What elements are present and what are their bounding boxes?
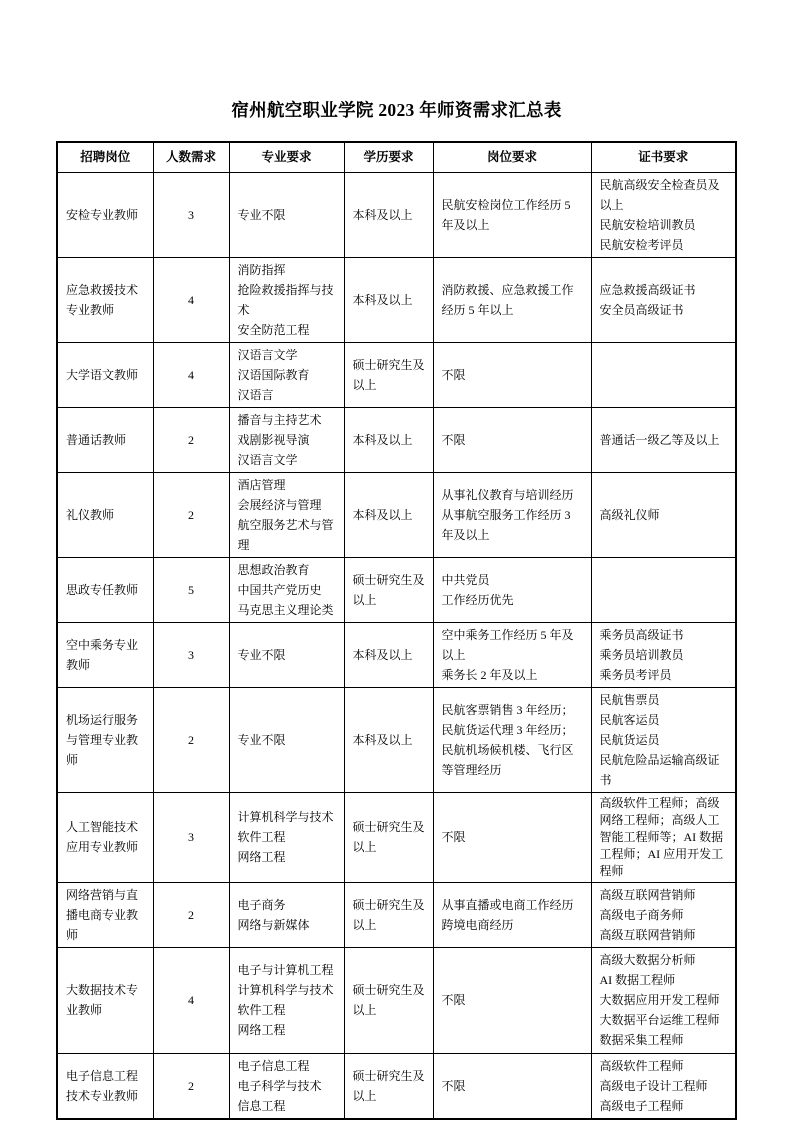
table-row xyxy=(57,342,736,407)
cell-line: 不限 xyxy=(441,432,466,447)
cell-line: 从事礼仪教育与培训经历 xyxy=(441,487,574,502)
cell-position: 大数据技术专业教师 xyxy=(57,947,153,1053)
table-row xyxy=(57,622,736,687)
cell-line: AI 数据工程师 xyxy=(599,973,676,987)
cell-count: 2 xyxy=(153,472,229,557)
cell-position: 空中乘务专业教师 xyxy=(57,622,153,687)
cell-position: 思政专任教师 xyxy=(57,557,153,622)
table-row xyxy=(57,472,736,557)
cell-requirements xyxy=(433,257,591,342)
cell-majors xyxy=(229,687,344,792)
cell-line: 消防指挥 xyxy=(237,262,286,277)
cell-education: 本科及以上 xyxy=(344,687,433,792)
cell-line: 航空服务艺术与管理 xyxy=(237,517,334,552)
header-row xyxy=(57,142,736,172)
cell-line: 从事直播或电商工作经历 xyxy=(441,897,574,912)
cell-line: 不限 xyxy=(441,830,466,844)
cell-line: 电子信息工程 xyxy=(237,1058,310,1073)
table-row xyxy=(57,407,736,472)
cell-requirements xyxy=(433,407,591,472)
table-body xyxy=(57,172,736,1119)
cell-requirements xyxy=(433,882,591,947)
cell-line: 计算机科学与技术 xyxy=(237,983,334,997)
col-header-position: 招聘岗位 xyxy=(57,142,153,172)
cell-line: 高级电子工程师 xyxy=(599,1098,684,1113)
cell-certificates xyxy=(591,947,736,1053)
col-header-certificates: 证书要求 xyxy=(591,142,736,172)
cell-education: 本科及以上 xyxy=(344,407,433,472)
cell-line: 安全防范工程 xyxy=(237,322,310,337)
cell-position: 普通话教师 xyxy=(57,407,153,472)
cell-line: 高级互联网营销师 xyxy=(599,887,696,902)
cell-education: 硕士研究生及以上 xyxy=(344,1053,433,1119)
col-header-count: 人数需求 xyxy=(153,142,229,172)
cell-line: 抢险救援指挥与技术 xyxy=(237,282,334,317)
cell-requirements xyxy=(433,472,591,557)
col-header-requirements: 岗位要求 xyxy=(433,142,591,172)
cell-line: 应急救援高级证书 xyxy=(599,282,696,297)
cell-line: 大数据应用开发工程师 xyxy=(599,993,720,1007)
cell-line: 汉语言 xyxy=(237,387,274,402)
cell-line: 民航安检考评员 xyxy=(599,237,684,252)
cell-line: 酒店管理 xyxy=(237,477,286,492)
cell-line: 汉语国际教育 xyxy=(237,367,310,382)
table-row xyxy=(57,557,736,622)
cell-line: 消防救援、应急救援工作经历 5 年以上 xyxy=(441,282,574,317)
cell-line: 跨境电商经历 xyxy=(441,917,514,932)
table-row xyxy=(57,882,736,947)
cell-position: 人工智能技术应用专业教师 xyxy=(57,792,153,882)
table-row xyxy=(57,1053,736,1119)
cell-line: 汉语言文学 xyxy=(237,347,298,362)
cell-certificates xyxy=(591,687,736,792)
cell-education: 硕士研究生及以上 xyxy=(344,342,433,407)
table-row xyxy=(57,172,736,257)
cell-line: 专业不限 xyxy=(237,647,286,662)
cell-line: 民航客票销售 3 年经历； xyxy=(441,702,574,717)
cell-majors xyxy=(229,792,344,882)
recruitment-table xyxy=(56,141,737,1120)
cell-requirements xyxy=(433,342,591,407)
cell-line: 高级软件工程师 xyxy=(599,1058,684,1073)
cell-requirements xyxy=(433,687,591,792)
cell-education: 硕士研究生及以上 xyxy=(344,882,433,947)
cell-line: 电子商务 xyxy=(237,897,286,912)
cell-requirements xyxy=(433,172,591,257)
cell-count: 2 xyxy=(153,407,229,472)
cell-line: 思想政治教育 xyxy=(237,562,310,577)
cell-line: 乘务长 2 年及以上 xyxy=(441,667,538,682)
cell-majors xyxy=(229,557,344,622)
cell-line: 中共党员 xyxy=(441,572,490,587)
cell-line: 乘务员考评员 xyxy=(599,667,672,682)
cell-line: 民航高级安全检查员及以上 xyxy=(599,177,720,212)
cell-position: 应急救援技术专业教师 xyxy=(57,257,153,342)
cell-line: 计算机科学与技术 xyxy=(237,810,334,824)
cell-line: 高级互联网营销师 xyxy=(599,927,696,942)
cell-requirements xyxy=(433,557,591,622)
cell-requirements xyxy=(433,1053,591,1119)
cell-majors xyxy=(229,342,344,407)
cell-majors xyxy=(229,947,344,1053)
cell-line: 播音与主持艺术 xyxy=(237,412,322,427)
cell-line: 民航售票员 xyxy=(599,692,660,707)
cell-line: 专业不限 xyxy=(237,207,286,222)
cell-education: 硕士研究生及以上 xyxy=(344,947,433,1053)
cell-count: 4 xyxy=(153,342,229,407)
cell-count: 2 xyxy=(153,687,229,792)
cell-certificates xyxy=(591,257,736,342)
cell-line: 不限 xyxy=(441,1078,466,1093)
cell-count: 3 xyxy=(153,172,229,257)
cell-position: 大学语文教师 xyxy=(57,342,153,407)
cell-certificates xyxy=(591,472,736,557)
cell-line: 从事航空服务工作经历 3 年及以上 xyxy=(441,507,571,542)
cell-count: 4 xyxy=(153,947,229,1053)
cell-count: 2 xyxy=(153,882,229,947)
cell-line: 专业不限 xyxy=(237,732,286,747)
cell-count: 5 xyxy=(153,557,229,622)
cell-line: 汉语言文学 xyxy=(237,452,298,467)
cell-line: 民航安检培训教员 xyxy=(599,217,696,232)
table-row xyxy=(57,687,736,792)
table-row xyxy=(57,947,736,1053)
cell-count: 2 xyxy=(153,1053,229,1119)
cell-line: 不限 xyxy=(441,367,466,382)
cell-education: 本科及以上 xyxy=(344,172,433,257)
cell-majors xyxy=(229,882,344,947)
cell-line: 中国共产党历史 xyxy=(237,582,322,597)
cell-position: 电子信息工程技术专业教师 xyxy=(57,1053,153,1119)
cell-education: 本科及以上 xyxy=(344,257,433,342)
col-header-education: 学历要求 xyxy=(344,142,433,172)
cell-count: 3 xyxy=(153,792,229,882)
cell-position: 礼仪教师 xyxy=(57,472,153,557)
cell-line: 民航货运员 xyxy=(599,732,660,747)
cell-line: 大数据平台运维工程师 xyxy=(599,1013,720,1027)
cell-line: 电子科学与技术 xyxy=(237,1078,322,1093)
cell-majors xyxy=(229,172,344,257)
cell-line: 乘务员高级证书 xyxy=(599,627,684,642)
cell-requirements xyxy=(433,622,591,687)
cell-line: 民航危险品运输高级证书 xyxy=(599,752,720,787)
cell-line: 普通话一级乙等及以上 xyxy=(599,432,720,447)
cell-education: 硕士研究生及以上 xyxy=(344,557,433,622)
cell-majors xyxy=(229,472,344,557)
cell-count: 3 xyxy=(153,622,229,687)
cell-certificates xyxy=(591,792,736,882)
cell-line: 电子与计算机工程 xyxy=(237,963,334,977)
cell-education: 硕士研究生及以上 xyxy=(344,792,433,882)
cell-line: 软件工程 xyxy=(237,1003,286,1017)
page-title: 宿州航空职业学院 2023 年师资需求汇总表 xyxy=(231,100,562,120)
cell-certificates xyxy=(591,557,736,622)
cell-certificates xyxy=(591,1053,736,1119)
cell-line: 软件工程 xyxy=(237,830,286,844)
cell-line: 马克思主义理论类 xyxy=(237,602,334,617)
cell-line: 数据采集工程师 xyxy=(599,1033,684,1047)
cell-line: 网络与新媒体 xyxy=(237,917,310,932)
cell-line: 高级电子商务师 xyxy=(599,907,684,922)
cell-line: 网络工程 xyxy=(237,850,286,864)
cell-line: 工作经历优先 xyxy=(441,592,514,607)
cell-majors xyxy=(229,407,344,472)
cell-majors xyxy=(229,1053,344,1119)
cell-line: 不限 xyxy=(441,993,466,1007)
cell-line: 网络工程 xyxy=(237,1023,286,1037)
cell-position: 网络营销与直播电商专业教师 xyxy=(57,882,153,947)
cell-line: 安全员高级证书 xyxy=(599,302,684,317)
cell-line: 高级软件工程师；高级网络工程师；高级人工智能工程师等；AI 数据工程师；AI 应用开发工程师 xyxy=(599,795,724,878)
cell-line: 信息工程 xyxy=(237,1098,286,1113)
cell-line: 民航机场候机楼、飞行区等管理经历 xyxy=(441,742,574,777)
cell-line: 空中乘务工作经历 5 年及以上 xyxy=(441,627,574,662)
cell-majors xyxy=(229,622,344,687)
cell-majors xyxy=(229,257,344,342)
cell-line: 高级礼仪师 xyxy=(599,507,660,522)
cell-line: 乘务员培训教员 xyxy=(599,647,684,662)
cell-education: 本科及以上 xyxy=(344,622,433,687)
cell-line: 民航货运代理 3 年经历； xyxy=(441,722,574,737)
cell-line: 会展经济与管理 xyxy=(237,497,322,512)
cell-line: 高级大数据分析师 xyxy=(599,953,696,967)
cell-position: 机场运行服务与管理专业教师 xyxy=(57,687,153,792)
cell-certificates xyxy=(591,882,736,947)
cell-count: 4 xyxy=(153,257,229,342)
cell-requirements xyxy=(433,792,591,882)
cell-education: 本科及以上 xyxy=(344,472,433,557)
table-row xyxy=(57,792,736,882)
cell-position: 安检专业教师 xyxy=(57,172,153,257)
cell-certificates xyxy=(591,342,736,407)
cell-certificates xyxy=(591,407,736,472)
cell-line: 民航安检岗位工作经历 5 年及以上 xyxy=(441,197,571,232)
cell-line: 戏剧影视导演 xyxy=(237,432,310,447)
table-row xyxy=(57,257,736,342)
cell-requirements xyxy=(433,947,591,1053)
cell-certificates xyxy=(591,622,736,687)
cell-line: 高级电子设计工程师 xyxy=(599,1078,708,1093)
col-header-majors: 专业要求 xyxy=(229,142,344,172)
cell-line: 民航客运员 xyxy=(599,712,660,727)
cell-certificates xyxy=(591,172,736,257)
